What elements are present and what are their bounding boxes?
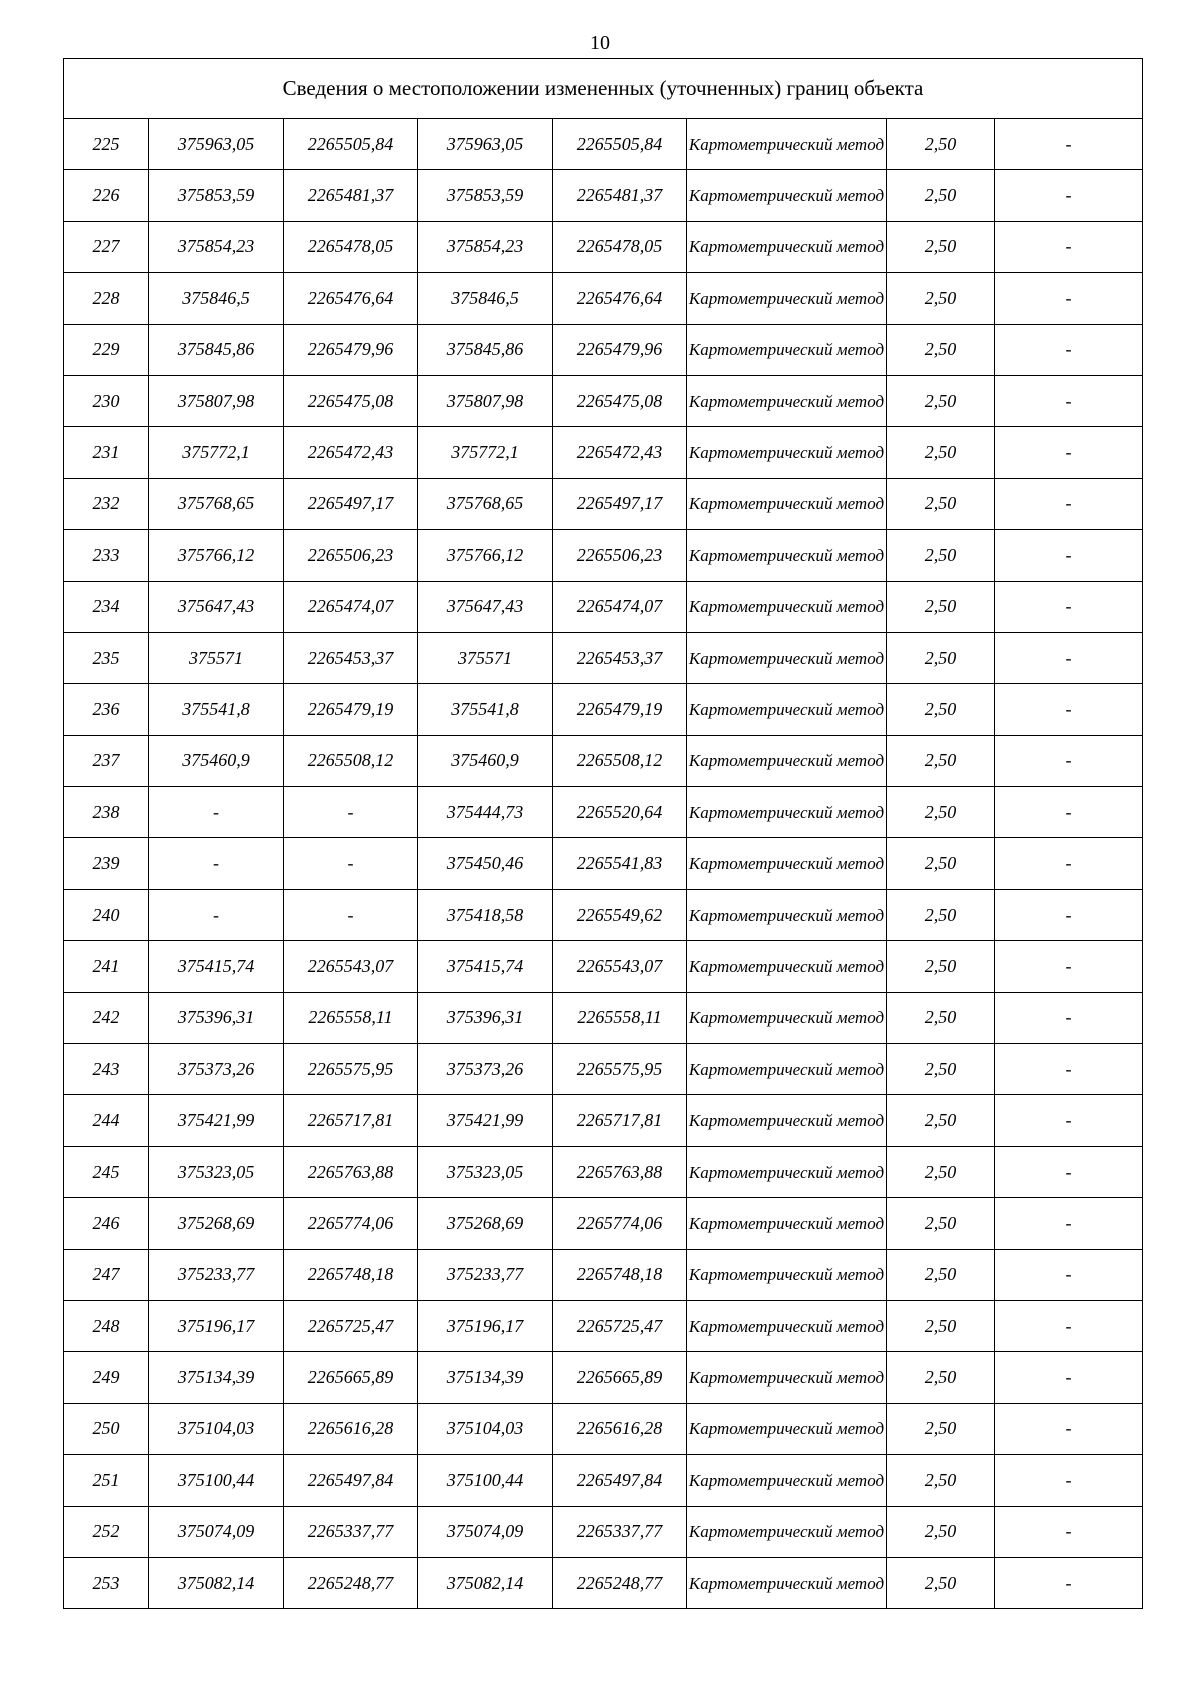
new-y-cell: 2265725,47: [553, 1300, 687, 1351]
existing-x-cell: 375768,65: [149, 478, 284, 529]
new-y-cell: 2265717,81: [553, 1095, 687, 1146]
method-cell: Картометрический метод: [687, 170, 887, 221]
page-number: 10: [590, 32, 610, 54]
existing-x-cell: 375647,43: [149, 581, 284, 632]
point-number-cell: 236: [64, 684, 149, 735]
new-x-cell: 375233,77: [418, 1249, 553, 1300]
point-number-cell: 253: [64, 1557, 149, 1608]
description-cell: -: [995, 787, 1143, 838]
new-x-cell: 375460,9: [418, 735, 553, 786]
point-number-cell: 234: [64, 581, 149, 632]
method-cell: Картометрический метод: [687, 375, 887, 426]
point-number-cell: 235: [64, 632, 149, 683]
table-row: [64, 1352, 1143, 1403]
new-y-cell: 2265472,43: [553, 427, 687, 478]
new-y-cell: 2265748,18: [553, 1249, 687, 1300]
new-y-cell: 2265763,88: [553, 1146, 687, 1197]
point-number-cell: 246: [64, 1198, 149, 1249]
existing-y-cell: 2265479,19: [284, 684, 418, 735]
description-cell: -: [995, 1403, 1143, 1454]
table-row: [64, 838, 1143, 889]
new-x-cell: 375450,46: [418, 838, 553, 889]
description-cell: -: [995, 581, 1143, 632]
existing-x-cell: 375373,26: [149, 1044, 284, 1095]
point-number-cell: 228: [64, 273, 149, 324]
table-title-row: [64, 59, 1143, 119]
table-row: [64, 221, 1143, 272]
method-cell: Картометрический метод: [687, 478, 887, 529]
method-cell: Картометрический метод: [687, 684, 887, 735]
existing-x-cell: 375323,05: [149, 1146, 284, 1197]
point-number-cell: 248: [64, 1300, 149, 1351]
new-y-cell: 2265478,05: [553, 221, 687, 272]
existing-y-cell: 2265505,84: [284, 119, 418, 170]
existing-y-cell: 2265748,18: [284, 1249, 418, 1300]
existing-x-cell: 375846,5: [149, 273, 284, 324]
existing-x-cell: 375421,99: [149, 1095, 284, 1146]
existing-x-cell: 375541,8: [149, 684, 284, 735]
method-cell: Картометрический метод: [687, 221, 887, 272]
new-x-cell: 375415,74: [418, 941, 553, 992]
new-y-cell: 2265481,37: [553, 170, 687, 221]
new-x-cell: 375074,09: [418, 1506, 553, 1557]
point-number-cell: 249: [64, 1352, 149, 1403]
new-x-cell: 375323,05: [418, 1146, 553, 1197]
table-row: [64, 1506, 1143, 1557]
boundary-coordinates-table: [63, 58, 1143, 1609]
accuracy-cell: 2,50: [887, 1506, 995, 1557]
point-number-cell: 250: [64, 1403, 149, 1454]
point-number-cell: 230: [64, 375, 149, 426]
new-x-cell: 375854,23: [418, 221, 553, 272]
existing-y-cell: 2265248,77: [284, 1557, 418, 1608]
description-cell: -: [995, 838, 1143, 889]
table-row: [64, 1044, 1143, 1095]
new-y-cell: 2265248,77: [553, 1557, 687, 1608]
table-row: [64, 684, 1143, 735]
accuracy-cell: 2,50: [887, 170, 995, 221]
method-cell: Картометрический метод: [687, 1352, 887, 1403]
accuracy-cell: 2,50: [887, 119, 995, 170]
new-x-cell: 375268,69: [418, 1198, 553, 1249]
existing-y-cell: 2265497,17: [284, 478, 418, 529]
existing-x-cell: 375268,69: [149, 1198, 284, 1249]
description-cell: -: [995, 1557, 1143, 1608]
existing-x-cell: 375082,14: [149, 1557, 284, 1608]
table-row: [64, 889, 1143, 940]
new-x-cell: 375444,73: [418, 787, 553, 838]
new-x-cell: 375373,26: [418, 1044, 553, 1095]
existing-y-cell: 2265497,84: [284, 1455, 418, 1506]
new-x-cell: 375768,65: [418, 478, 553, 529]
existing-x-cell: 375854,23: [149, 221, 284, 272]
method-cell: Картометрический метод: [687, 273, 887, 324]
new-x-cell: 375396,31: [418, 992, 553, 1043]
accuracy-cell: 2,50: [887, 941, 995, 992]
new-y-cell: 2265497,17: [553, 478, 687, 529]
accuracy-cell: 2,50: [887, 1300, 995, 1351]
method-cell: Картометрический метод: [687, 530, 887, 581]
existing-x-cell: -: [149, 787, 284, 838]
table-body: [64, 119, 1143, 1609]
method-cell: Картометрический метод: [687, 889, 887, 940]
accuracy-cell: 2,50: [887, 1198, 995, 1249]
new-x-cell: 375134,39: [418, 1352, 553, 1403]
accuracy-cell: 2,50: [887, 735, 995, 786]
method-cell: Картометрический метод: [687, 1044, 887, 1095]
table-row: [64, 787, 1143, 838]
description-cell: -: [995, 170, 1143, 221]
new-x-cell: 375772,1: [418, 427, 553, 478]
existing-y-cell: 2265665,89: [284, 1352, 418, 1403]
method-cell: Картометрический метод: [687, 1455, 887, 1506]
table-row: [64, 478, 1143, 529]
existing-x-cell: 375772,1: [149, 427, 284, 478]
description-cell: -: [995, 273, 1143, 324]
existing-y-cell: 2265558,11: [284, 992, 418, 1043]
point-number-cell: 240: [64, 889, 149, 940]
description-cell: -: [995, 992, 1143, 1043]
accuracy-cell: 2,50: [887, 1249, 995, 1300]
new-x-cell: 375845,86: [418, 324, 553, 375]
existing-y-cell: -: [284, 838, 418, 889]
new-y-cell: 2265541,83: [553, 838, 687, 889]
accuracy-cell: 2,50: [887, 221, 995, 272]
existing-y-cell: 2265575,95: [284, 1044, 418, 1095]
accuracy-cell: 2,50: [887, 992, 995, 1043]
description-cell: -: [995, 1095, 1143, 1146]
existing-x-cell: 375853,59: [149, 170, 284, 221]
accuracy-cell: 2,50: [887, 1455, 995, 1506]
accuracy-cell: 2,50: [887, 838, 995, 889]
existing-y-cell: 2265717,81: [284, 1095, 418, 1146]
point-number-cell: 225: [64, 119, 149, 170]
description-cell: -: [995, 1455, 1143, 1506]
description-cell: -: [995, 119, 1143, 170]
existing-y-cell: -: [284, 889, 418, 940]
description-cell: -: [995, 478, 1143, 529]
accuracy-cell: 2,50: [887, 1044, 995, 1095]
new-y-cell: 2265520,64: [553, 787, 687, 838]
method-cell: Картометрический метод: [687, 1300, 887, 1351]
new-x-cell: 375647,43: [418, 581, 553, 632]
table-row: [64, 324, 1143, 375]
table-row: [64, 427, 1143, 478]
new-y-cell: 2265549,62: [553, 889, 687, 940]
point-number-cell: 245: [64, 1146, 149, 1197]
description-cell: -: [995, 530, 1143, 581]
table-row: [64, 735, 1143, 786]
table-row: [64, 1557, 1143, 1608]
new-x-cell: 375807,98: [418, 375, 553, 426]
existing-y-cell: 2265479,96: [284, 324, 418, 375]
new-x-cell: 375196,17: [418, 1300, 553, 1351]
accuracy-cell: 2,50: [887, 324, 995, 375]
existing-x-cell: -: [149, 838, 284, 889]
table-row: [64, 530, 1143, 581]
point-number-cell: 247: [64, 1249, 149, 1300]
method-cell: Картометрический метод: [687, 427, 887, 478]
new-x-cell: 375846,5: [418, 273, 553, 324]
description-cell: -: [995, 735, 1143, 786]
accuracy-cell: 2,50: [887, 478, 995, 529]
method-cell: Картометрический метод: [687, 1249, 887, 1300]
point-number-cell: 251: [64, 1455, 149, 1506]
accuracy-cell: 2,50: [887, 273, 995, 324]
description-cell: -: [995, 324, 1143, 375]
method-cell: Картометрический метод: [687, 1557, 887, 1608]
new-y-cell: 2265774,06: [553, 1198, 687, 1249]
existing-y-cell: 2265475,08: [284, 375, 418, 426]
existing-y-cell: 2265453,37: [284, 632, 418, 683]
new-y-cell: 2265475,08: [553, 375, 687, 426]
point-number-cell: 232: [64, 478, 149, 529]
method-cell: Картометрический метод: [687, 735, 887, 786]
existing-y-cell: 2265474,07: [284, 581, 418, 632]
method-cell: Картометрический метод: [687, 1198, 887, 1249]
new-x-cell: 375853,59: [418, 170, 553, 221]
point-number-cell: 227: [64, 221, 149, 272]
point-number-cell: 226: [64, 170, 149, 221]
accuracy-cell: 2,50: [887, 889, 995, 940]
table-row: [64, 992, 1143, 1043]
point-number-cell: 238: [64, 787, 149, 838]
accuracy-cell: 2,50: [887, 427, 995, 478]
new-y-cell: 2265506,23: [553, 530, 687, 581]
existing-x-cell: 375415,74: [149, 941, 284, 992]
existing-x-cell: 375571: [149, 632, 284, 683]
method-cell: Картометрический метод: [687, 1095, 887, 1146]
new-y-cell: 2265543,07: [553, 941, 687, 992]
new-x-cell: 375963,05: [418, 119, 553, 170]
description-cell: -: [995, 1352, 1143, 1403]
table-row: [64, 632, 1143, 683]
existing-y-cell: 2265472,43: [284, 427, 418, 478]
accuracy-cell: 2,50: [887, 1352, 995, 1403]
method-cell: Картометрический метод: [687, 838, 887, 889]
new-y-cell: 2265497,84: [553, 1455, 687, 1506]
description-cell: -: [995, 427, 1143, 478]
table-row: [64, 1300, 1143, 1351]
accuracy-cell: 2,50: [887, 787, 995, 838]
existing-x-cell: 375074,09: [149, 1506, 284, 1557]
description-cell: -: [995, 1198, 1143, 1249]
table-row: [64, 1403, 1143, 1454]
table-row: [64, 581, 1143, 632]
new-y-cell: 2265616,28: [553, 1403, 687, 1454]
table-row: [64, 1095, 1143, 1146]
existing-y-cell: 2265508,12: [284, 735, 418, 786]
existing-x-cell: 375233,77: [149, 1249, 284, 1300]
method-cell: Картометрический метод: [687, 1506, 887, 1557]
existing-y-cell: 2265616,28: [284, 1403, 418, 1454]
existing-y-cell: 2265476,64: [284, 273, 418, 324]
new-y-cell: 2265453,37: [553, 632, 687, 683]
table-row: [64, 1249, 1143, 1300]
accuracy-cell: 2,50: [887, 1146, 995, 1197]
existing-y-cell: 2265725,47: [284, 1300, 418, 1351]
accuracy-cell: 2,50: [887, 1557, 995, 1608]
table-row: [64, 1198, 1143, 1249]
accuracy-cell: 2,50: [887, 1403, 995, 1454]
new-y-cell: 2265508,12: [553, 735, 687, 786]
existing-y-cell: -: [284, 787, 418, 838]
table-row: [64, 1146, 1143, 1197]
method-cell: Картометрический метод: [687, 632, 887, 683]
method-cell: Картометрический метод: [687, 581, 887, 632]
accuracy-cell: 2,50: [887, 632, 995, 683]
table-row: [64, 273, 1143, 324]
method-cell: Картометрический метод: [687, 324, 887, 375]
new-y-cell: 2265479,96: [553, 324, 687, 375]
table-row: [64, 941, 1143, 992]
existing-x-cell: 375766,12: [149, 530, 284, 581]
new-x-cell: 375104,03: [418, 1403, 553, 1454]
new-x-cell: 375571: [418, 632, 553, 683]
accuracy-cell: 2,50: [887, 375, 995, 426]
accuracy-cell: 2,50: [887, 1095, 995, 1146]
point-number-cell: 252: [64, 1506, 149, 1557]
accuracy-cell: 2,50: [887, 684, 995, 735]
point-number-cell: 233: [64, 530, 149, 581]
point-number-cell: 237: [64, 735, 149, 786]
existing-x-cell: 375963,05: [149, 119, 284, 170]
description-cell: -: [995, 632, 1143, 683]
existing-x-cell: 375100,44: [149, 1455, 284, 1506]
description-cell: -: [995, 1249, 1143, 1300]
description-cell: -: [995, 1044, 1143, 1095]
existing-y-cell: 2265478,05: [284, 221, 418, 272]
new-y-cell: 2265505,84: [553, 119, 687, 170]
accuracy-cell: 2,50: [887, 581, 995, 632]
table-row: [64, 1455, 1143, 1506]
description-cell: -: [995, 889, 1143, 940]
existing-y-cell: 2265543,07: [284, 941, 418, 992]
point-number-cell: 239: [64, 838, 149, 889]
new-y-cell: 2265479,19: [553, 684, 687, 735]
accuracy-cell: 2,50: [887, 530, 995, 581]
description-cell: -: [995, 221, 1143, 272]
method-cell: Картометрический метод: [687, 941, 887, 992]
point-number-cell: 242: [64, 992, 149, 1043]
existing-y-cell: 2265774,06: [284, 1198, 418, 1249]
existing-x-cell: 375134,39: [149, 1352, 284, 1403]
new-x-cell: 375421,99: [418, 1095, 553, 1146]
method-cell: Картометрический метод: [687, 787, 887, 838]
new-x-cell: 375082,14: [418, 1557, 553, 1608]
table-row: [64, 375, 1143, 426]
point-number-cell: 231: [64, 427, 149, 478]
new-y-cell: 2265474,07: [553, 581, 687, 632]
new-y-cell: 2265337,77: [553, 1506, 687, 1557]
description-cell: -: [995, 941, 1143, 992]
description-cell: -: [995, 684, 1143, 735]
method-cell: Картометрический метод: [687, 119, 887, 170]
description-cell: -: [995, 1300, 1143, 1351]
method-cell: Картометрический метод: [687, 992, 887, 1043]
method-cell: Картометрический метод: [687, 1146, 887, 1197]
existing-y-cell: 2265481,37: [284, 170, 418, 221]
existing-y-cell: 2265763,88: [284, 1146, 418, 1197]
new-y-cell: 2265476,64: [553, 273, 687, 324]
existing-x-cell: 375807,98: [149, 375, 284, 426]
new-y-cell: 2265558,11: [553, 992, 687, 1043]
table-title: Сведения о местоположении измененных (уточненных) границ объекта: [64, 59, 1143, 119]
existing-x-cell: 375104,03: [149, 1403, 284, 1454]
new-x-cell: 375766,12: [418, 530, 553, 581]
new-y-cell: 2265575,95: [553, 1044, 687, 1095]
new-y-cell: 2265665,89: [553, 1352, 687, 1403]
point-number-cell: 241: [64, 941, 149, 992]
new-x-cell: 375541,8: [418, 684, 553, 735]
existing-x-cell: 375196,17: [149, 1300, 284, 1351]
existing-y-cell: 2265506,23: [284, 530, 418, 581]
existing-y-cell: 2265337,77: [284, 1506, 418, 1557]
existing-x-cell: -: [149, 889, 284, 940]
description-cell: -: [995, 1506, 1143, 1557]
new-x-cell: 375100,44: [418, 1455, 553, 1506]
point-number-cell: 243: [64, 1044, 149, 1095]
method-cell: Картометрический метод: [687, 1403, 887, 1454]
table-row: [64, 119, 1143, 170]
description-cell: -: [995, 1146, 1143, 1197]
existing-x-cell: 375396,31: [149, 992, 284, 1043]
existing-x-cell: 375845,86: [149, 324, 284, 375]
table-row: [64, 170, 1143, 221]
point-number-cell: 229: [64, 324, 149, 375]
point-number-cell: 244: [64, 1095, 149, 1146]
new-x-cell: 375418,58: [418, 889, 553, 940]
description-cell: -: [995, 375, 1143, 426]
existing-x-cell: 375460,9: [149, 735, 284, 786]
